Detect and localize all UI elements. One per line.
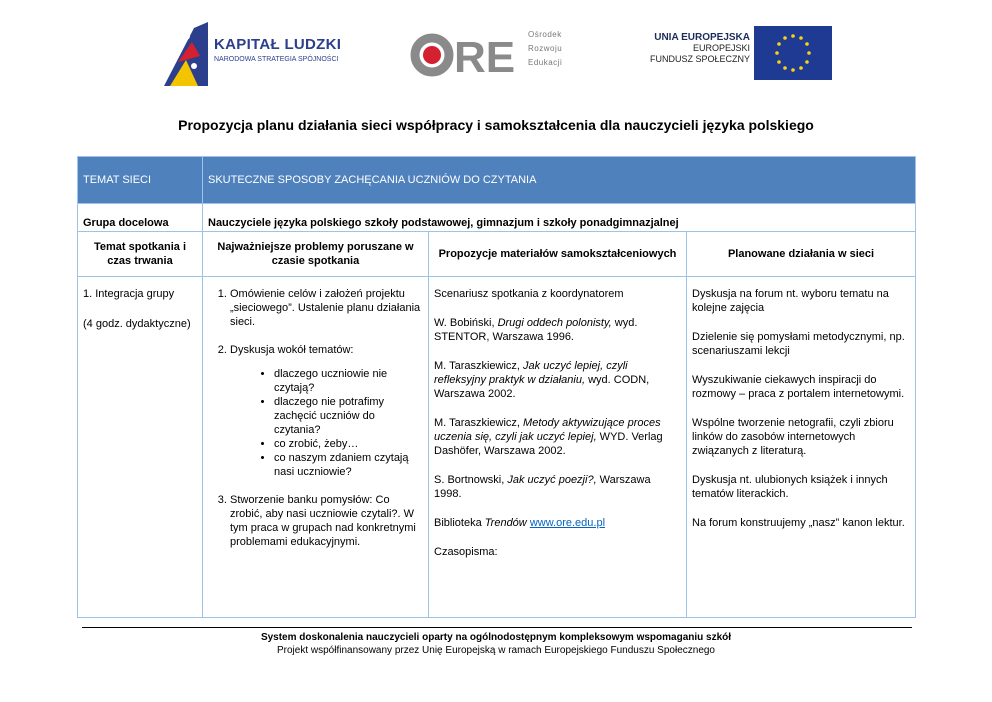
question-1: • dlaczego uczniowie nie czytają? [274,367,423,395]
discussion-questions [230,367,423,479]
eu-flag-icon [754,26,832,80]
meeting-duration: (4 godz. dydaktyczne) [83,318,191,330]
eu-text [626,32,750,65]
kapital-ludzki-subtitle: NARODOWA STRATEGIA SPÓJNOŚCI [214,56,339,63]
kapital-ludzki-emblem [164,22,208,86]
ore-line-1: Ośrodek [528,30,562,39]
network-topic-label: TEMAT SIECI [78,157,203,204]
problems-cell [203,277,429,618]
question-2: • dlaczego nie potrafimy zachęcić uczniów do czytania? [274,395,423,437]
eu-logo [626,24,836,84]
problems-list [208,287,423,549]
action-3: Wyszukiwanie ciekawych inspiracji do rozmowy – praca z portalem internetowymi. [692,374,905,400]
kapital-ludzki-title: KAPITAŁ LUDZKI [214,36,342,53]
column-header-topic: Temat spotkania i czas trwania [78,232,203,277]
material-5: S. Bortnowski, Jak uczyć poezji?, Warszawa 1998. [434,474,651,500]
problem-3: Stworzenie banku pomysłów: Co zrobić, aby nasi uczniowie czytali?. W tym praca w grupach nad konkretnymi problemami edukacyjnymi. [230,494,416,548]
column-headers-row [78,232,916,277]
action-4: Wspólne tworzenie netografii, czyli zbioru linków do zasobów internetowych związanych z literaturą. [692,417,894,457]
logo-header [0,0,992,100]
ore-text: RE [454,33,516,80]
ore-name [528,28,562,70]
column-header-materials: Propozycje materiałów samokształceniowych [429,232,687,277]
footer-funding-line: Projekt współfinansowany przez Unię Europejską w ramach Europejskiego Funduszu Społecznego [276,645,715,656]
problem-2: Dyskusja wokół tematów: [230,344,354,356]
plan-table [77,156,916,618]
problem-1: Omówienie celów i założeń projektu „sieciowego”. Ustalenie planu działania sieci. [230,288,421,328]
actions-cell [687,277,916,618]
target-group-row [78,204,916,232]
material-3: M. Taraszkiewicz, Jak uczyć lepiej, czyli refleksyjny praktyk w działaniu, wyd. CODN, Warszawa 2002. [434,360,650,400]
kapital-ludzki-logo [164,22,364,86]
material-6: Biblioteka Trendów www.ore.edu.pl [434,517,606,529]
list-item [230,343,423,479]
materials-cell [429,277,687,618]
table-row [78,277,916,618]
material-1: Scenariusz spotkania z koordynatorem [434,288,624,300]
action-5: Dyskusja nt. ulubionych książek i innych tematów literackich. [692,474,888,500]
target-group-label: Grupa docelowa [83,217,169,229]
network-topic-value: SKUTECZNE SPOSOBY ZACHĘCANIA UCZNIÓW DO CZYTANIA [203,157,916,204]
target-group-value: Nauczyciele języka polskiego szkoły podstawowej, gimnazjum i szkoły ponadgimnazjalnej [208,217,679,229]
ore-line-3: Edukacji [528,58,563,67]
eu-line-1: UNIA EUROPEJSKA [654,32,750,43]
material-2: W. Bobiński, Drugi oddech polonisty, wyd. STENTOR, Warszawa 1996. [434,317,638,343]
footer-system-line: System doskonalenia nauczycieli oparty na ogólnodostępnym kompleksowym wspomaganiu szkół [260,632,732,643]
column-header-problems: Najważniejsze problemy poruszane w czasie spotkania [203,232,429,277]
ore-line-2: Rozwoju [528,44,563,53]
material-4: M. Taraszkiewicz, Metody aktywizujące proces uczenia się, czyli jak uczyć lepiej, WYD. Verlag Dashöfer, Warszawa 2002. [434,417,663,457]
meeting-cell [78,277,203,618]
action-1: Dyskusja na forum nt. wyboru tematu na kolejne zajęcia [692,288,889,314]
ore-logo [410,24,590,84]
column-header-actions: Planowane działania w sieci [687,232,916,277]
meeting-topic: 1. Integracja grupy [83,288,175,300]
action-6: Na forum konstruujemy „nasz” kanon lektur. [692,517,905,529]
question-4: • co naszym zdaniem czytają nasi uczniowie? [274,451,423,479]
ore-wordmark [410,30,520,80]
list-item [230,287,423,329]
eu-line-3: FUNDUSZ SPOŁECZNY [649,54,750,64]
footer-divider [82,627,912,628]
ore-website-link[interactable]: www.ore.edu.pl [529,517,606,529]
list-item [230,493,423,549]
material-7: Czasopisma: [434,546,498,558]
question-3: • co zrobić, żeby… [274,437,423,451]
table-header-row [78,157,916,204]
action-2: Dzielenie się pomysłami metodycznymi, np. scenariuszami lekcji [692,331,905,357]
eu-line-2: EUROPEJSKI [692,43,750,53]
document-title: Propozycja planu działania sieci współpracy i samokształcenia dla nauczycieli języka polskiego [178,117,814,133]
